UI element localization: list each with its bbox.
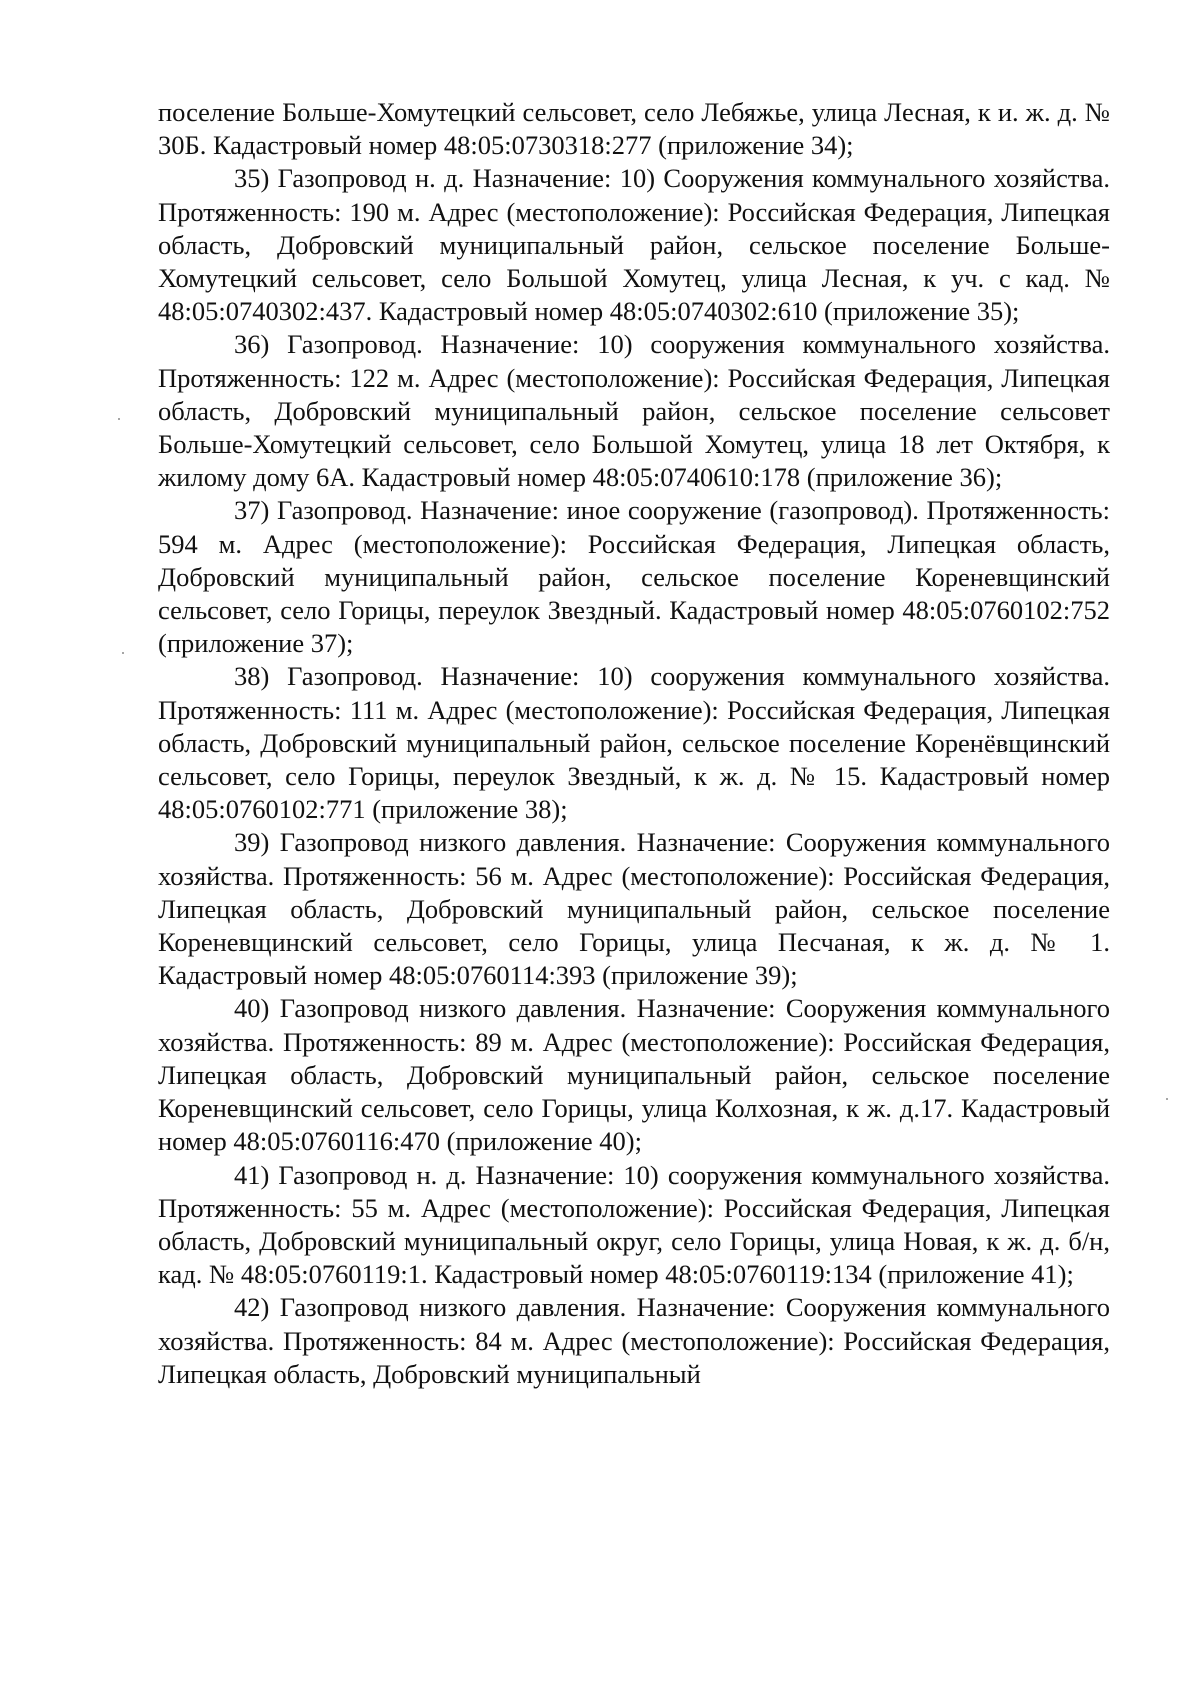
paragraph-item-39: 39) Газопровод низкого давления. Назначение: Сооружения коммунального хозяйства. Протяженность: 56 м. Адрес (местоположение): Российская Федерация, Липецкая область, Добровский муниципальный район, сельское поселение Кореневщинский сельсовет, село Горицы, улица Песчаная, к ж. д. № 1. Кадастровый номер 48:05:0760114:393 (приложение 39); <box>158 827 1110 991</box>
paragraph-item-36: 36) Газопровод. Назначение: 10) сооружения коммунального хозяйства. Протяженность: 122 м. Адрес (местоположение): Российская Федерация, Липецкая область, Добровский муниципальный район, сельское поселение сельсовет Больше-Хомутецкий сельсовет, село Большой Хомутец, улица 18 лет Октября, к жилому дому 6А. Кадастровый номер 48:05:0740610:178 (приложение 36); <box>158 329 1110 493</box>
scan-speck <box>1166 1098 1168 1100</box>
paragraph-item-42: 42) Газопровод низкого давления. Назначение: Сооружения коммунального хозяйства. Протяженность: 84 м. Адрес (местоположение): Российская Федерация, Липецкая область, Добровский муниципальный <box>158 1292 1110 1389</box>
scan-speck <box>118 418 120 420</box>
paragraph-item-35: 35) Газопровод н. д. Назначение: 10) Сооружения коммунального хозяйства. Протяженность: 190 м. Адрес (местоположение): Российская Федерация, Липецкая область, Добровский муниципальный район, сельское поселение Больше-Хомутецкий сельсовет, село Большой Хомутец, улица Лесная, к уч. с кад. № 48:05:0740302:437. Кадастровый номер 48:05:0740302:610 (приложение 35); <box>158 163 1110 327</box>
paragraph-item-41: 41) Газопровод н. д. Назначение: 10) сооружения коммунального хозяйства. Протяженность: 55 м. Адрес (местоположение): Российская Федерация, Липецкая область, Добровский муниципальный округ, село Горицы, улица Новая, к ж. д. б/н, кад. № 48:05:0760119:1. Кадастровый номер 48:05:0760119:134 (приложение 41); <box>158 1159 1110 1290</box>
document-body <box>158 96 1110 1391</box>
paragraph-item-38: 38) Газопровод. Назначение: 10) сооружения коммунального хозяйства. Протяженность: 111 м. Адрес (местоположение): Российская Федерация, Липецкая область, Добровский муниципальный район, сельское поселение Коренёвщинский сельсовет, село Горицы, переулок Звездный, к ж. д. № 15. Кадастровый номер 48:05:0760102:771 (приложение 38); <box>158 661 1110 825</box>
paragraph-item-37: 37) Газопровод. Назначение: иное сооружение (газопровод). Протяженность: 594 м. Адрес (местоположение): Российская Федерация, Липецкая область, Добровский муниципальный район, сельское поселение Кореневщинский сельсовет, село Горицы, переулок Звездный. Кадастровый номер 48:05:0760102:752 (приложение 37); <box>158 495 1110 659</box>
paragraph-item-40: 40) Газопровод низкого давления. Назначение: Сооружения коммунального хозяйства. Протяженность: 89 м. Адрес (местоположение): Российская Федерация, Липецкая область, Добровский муниципальный район, сельское поселение Кореневщинский сельсовет, село Горицы, улица Колхозная, к ж. д.17. Кадастровый номер 48:05:0760116:470 (приложение 40); <box>158 993 1110 1157</box>
scan-speck <box>122 652 124 654</box>
paragraph-34-continuation: поселение Больше-Хомутецкий сельсовет, село Лебяжье, улица Лесная, к и. ж. д. № 30Б. Кадастровый номер 48:05:0730318:277 (приложение 34); <box>158 97 1110 161</box>
